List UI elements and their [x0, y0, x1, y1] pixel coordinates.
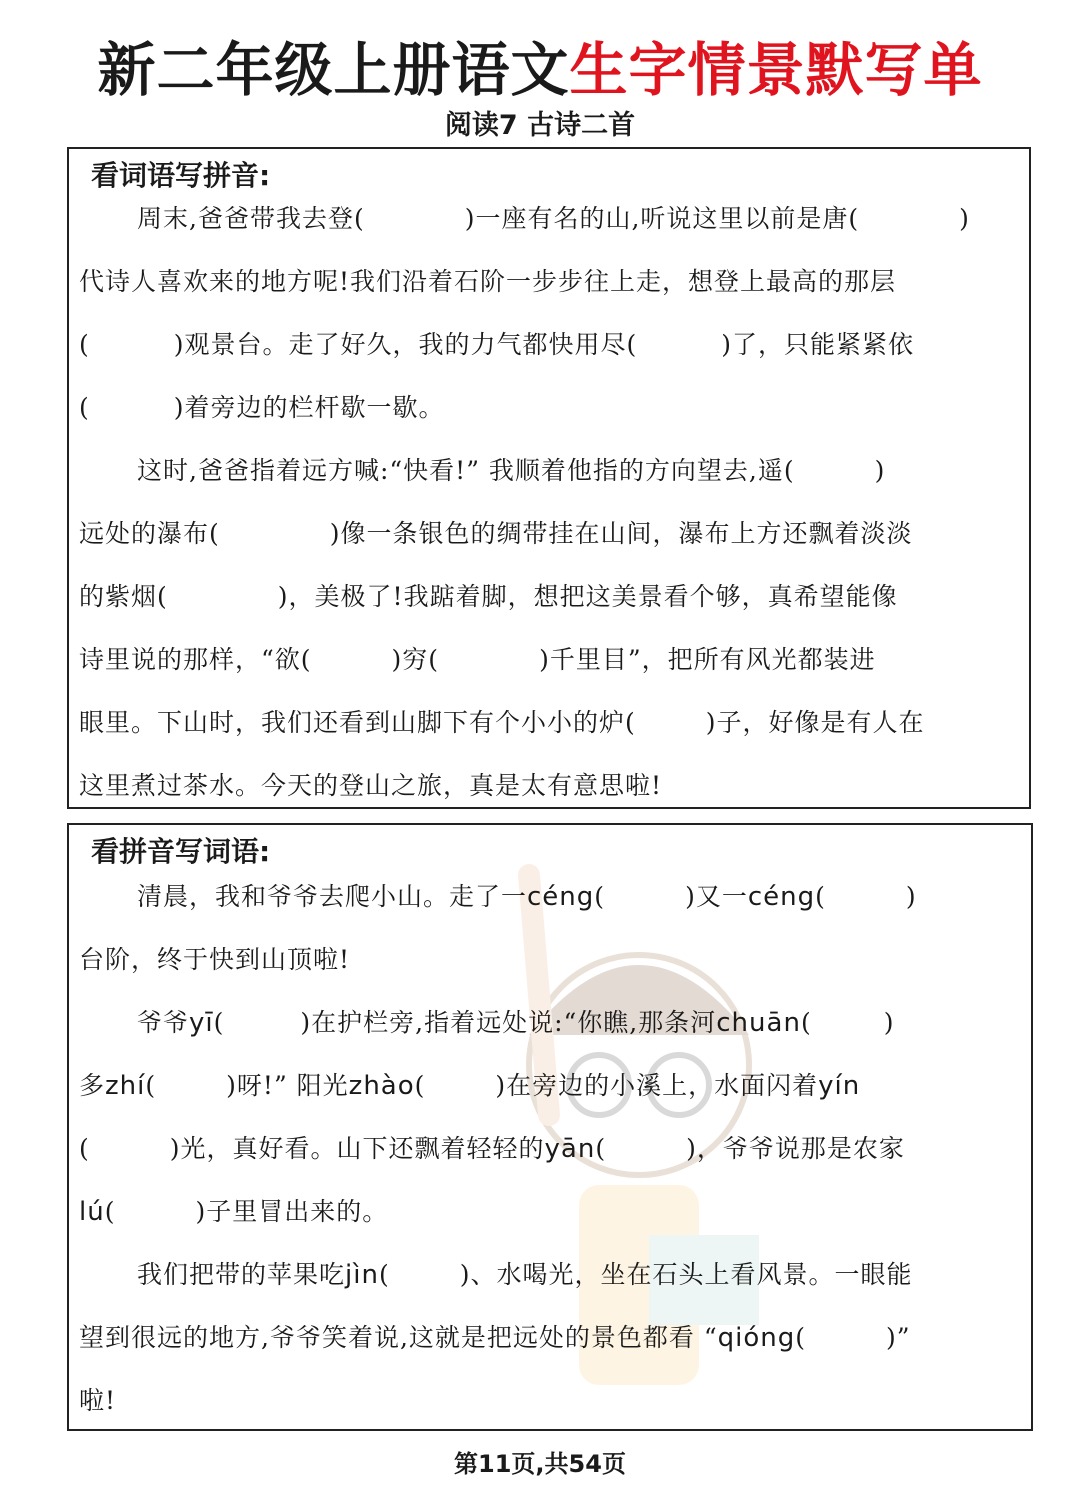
text-line: 多zhí( )呀!” 阳光zhào( )在旁边的小溪上，水面闪着yín — [79, 1071, 861, 1101]
text-line: 的紫烟( )，美极了!我踮着脚，想把这美景看个够，真希望能像 — [79, 582, 898, 611]
text-line: 诗里说的那样，“欲( )穷( )千里目”，把所有风光都装进 — [79, 645, 876, 674]
text-line: ( )观景台。走了好久，我的力气都快用尽( )了，只能紧紧依 — [79, 330, 915, 359]
text-line: 这时,爸爸指着远方喊:“快看!” 我顺着他指的方向望去,遥( ) — [137, 456, 886, 485]
title-part2: 生字情景默写单 — [569, 36, 983, 104]
text-line: lú( )子里冒出来的。 — [79, 1197, 389, 1227]
text-line: 望到很远的地方,爷爷笑着说,这就是把远处的景色都看 “qióng( )” — [79, 1323, 911, 1353]
text-line: 台阶，终于快到山顶啦! — [79, 945, 351, 974]
page-subtitle: 阅读7 古诗二首 — [444, 110, 636, 141]
page-footer: 第11页,共54页 — [454, 1450, 626, 1478]
section-pinyin-box — [67, 147, 1031, 809]
text-line: 眼里。下山时，我们还看到山脚下有个小小的炉( )子，好像是有人在 — [79, 708, 925, 737]
text-line: 这里煮过茶水。今天的登山之旅，真是太有意思啦! — [79, 771, 663, 800]
text-line: 代诗人喜欢来的地方呢!我们沿着石阶一步步往上走，想登上最高的那层 — [79, 267, 897, 296]
section-words-box — [67, 823, 1033, 1431]
text-line: 清晨，我和爷爷去爬小山。走了一céng( )又一céng( ) — [137, 882, 917, 912]
section1-heading: 看词语写拼音: — [91, 159, 271, 192]
text-line: 我们把带的苹果吃jìn( )、水喝光，坐在石头上看风景。一眼能 — [137, 1260, 913, 1290]
text-line: 啦! — [79, 1386, 117, 1415]
text-line: 远处的瀑布( )像一条银色的绸带挂在山间，瀑布上方还飘着淡淡 — [79, 519, 913, 548]
title-part1: 新二年级上册语文 — [97, 36, 570, 104]
text-line: ( )着旁边的栏杆歇一歇。 — [79, 393, 445, 422]
section2-heading: 看拼音写词语: — [91, 835, 271, 868]
page-title — [0, 30, 1080, 110]
text-line: 周末,爸爸带我去登( )一座有名的山,听说这里以前是唐( ) — [137, 204, 970, 233]
text-line: ( )光，真好看。山下还飘着轻轻的yān( )，爷爷说那是农家 — [79, 1134, 905, 1164]
text-line: 爷爷yī( )在护栏旁,指着远处说:“你瞧,那条河chuān( ) — [137, 1008, 895, 1038]
